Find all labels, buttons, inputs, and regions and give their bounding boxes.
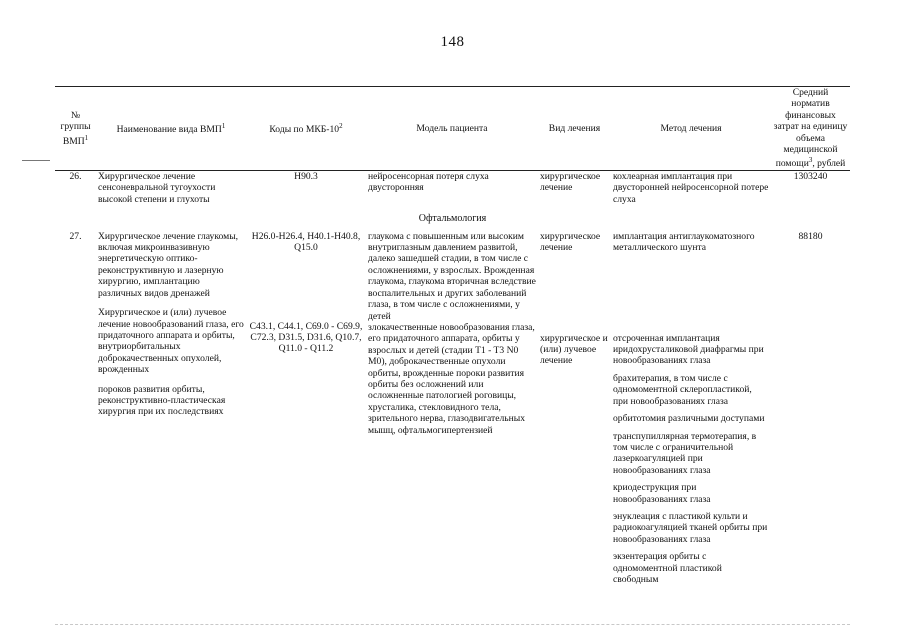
treatment-type-cell [538,231,611,586]
treatment-method: имплантация антиглаукоматозного металлического шунта [613,230,755,254]
treatment-type: хирургическое лечение [540,230,601,254]
vmp-name: Хирургическое и (или) лучевое лечение новообразований глаза, его придаточного аппарата и орбиты, внутриорбитальных доброкачественных опухолей, врожденных [98,307,244,376]
vmp-name: Хирургическое лечение сенсоневральной тугоухости высокой степени и глухоты [98,171,216,205]
icd-codes: H26.0-H26.4, H40.1-H40.8, Q15.0 [251,230,361,254]
section-row [55,207,850,230]
bottom-edge-artifact [55,624,850,625]
icd-codes-cell [246,231,366,586]
treatment-type: хирургическое лечение [540,171,601,194]
treatment-method: энуклеация с пластикой культи и радиокоагуляцией тканей орбиты при новообразованиях глаза [613,510,768,545]
header-cost: Средний норматив финансовых затрат на единицу объема медицинской помощи$^3$, рублей [771,87,850,171]
treatment-method: отсроченная имплантация иридохрусталиковой диафрагмы при новообразованиях глаза [613,332,764,367]
treatment-method: орбитотомия различными доступами [613,413,765,425]
header-patient-model: Модель пациента [366,87,538,171]
row-number: 27. [69,230,82,242]
cost-value: 1303240 [793,171,828,183]
table-row [55,171,850,208]
header-codes: Коды по МКБ-$10^2$ [246,87,366,171]
section-title: Офтальмология [418,213,487,225]
row-number: 26. [69,171,82,183]
table-header-row [55,87,850,171]
patient-model: нейросенсорная потеря слуха двусторонняя [368,171,489,194]
icd-codes: C43.1, C44.1, C69.0 - C69.9, C72.3, D31.5, D31.6, Q10.7, Q11.0 - Q11.2 [249,320,363,355]
treatment-method: брахитерапия, в том числе с одномоментной склеропластикой, при новообразованиях глаза [613,372,752,407]
vmp-name: Хирургическое лечение глаукомы, включая микроинвазивную энергетическую оптико-реконструктивную и лазерную хирургию, имплантацию различных видов дренажей [98,230,239,299]
treatment-method-cell [611,231,771,586]
header-treatment-type: Вид лечения [538,87,611,171]
treatment-method: криодеструкция при новообразованиях глаза [613,482,711,505]
header-group-no: № группы ВМП$^1$ [55,87,96,171]
treatment-type: хирургическое и (или) лучевое лечение [540,332,608,367]
page-number: 148 [440,34,465,50]
vmp-table [55,86,850,585]
patient-model: глаукома с повышенным или высоким внутриглазным давлением развитой, далеко зашедшей стадии, в том числе с осложнениями, у взрослых. Врожденная глаукома, глаукома вторичная вследствие воспалительных и других заболеваний глаза, в том числе с осложнениями, у детей [368,230,536,322]
patient-model: злокачественные новообразования глаза, его придаточного аппарата, орбиты у взрослых и детей (стадии T1 - T3 N0 M0), доброкачественные опухоли орбиты, врожденные пороки развития орбиты без осложнений или осложненные патологией роговицы, хрусталика, стекловидного тела, зрительного нерва, глазодвигательных мышц, офтальмогипертензией [368,321,535,436]
treatment-method: транспупиллярная термотерапия, в том числе с ограничительной лазеркоагуляцией при новообразованиях глаза [613,430,757,476]
table-row [55,231,850,586]
patient-model-cell [366,231,538,586]
margin-mark [22,160,50,161]
treatment-method: экзентерация орбиты с одномоментной пластикой свободным [613,551,722,585]
vmp-name-cell [96,231,246,586]
header-method: Метод лечения [611,87,771,171]
treatment-method: кохлеарная имплантация при двусторонней нейросенсорной потере слуха [613,171,769,205]
header-name: Наименование вида ВМП$^1$ [96,87,246,171]
icd-codes: H90.3 [294,171,318,183]
vmp-name: пороков развития орбиты, реконструктивно-пластическая хирургия при их последствиях [98,383,226,418]
cost-value: 88180 [798,230,823,242]
